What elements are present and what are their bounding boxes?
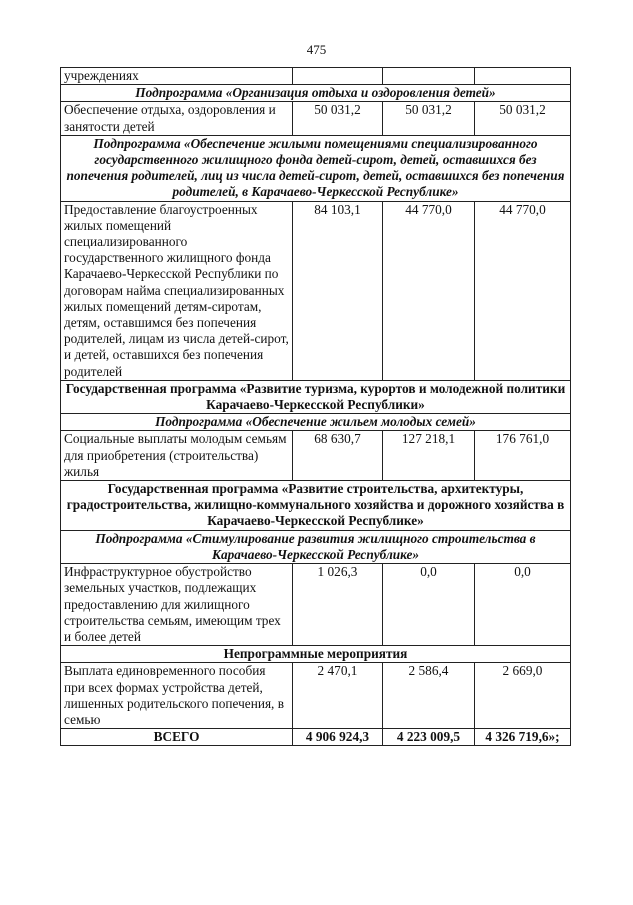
table-row <box>61 564 571 646</box>
row-name: Предоставление благоустроенных жилых помещений специализированного государственного жилищного фонда Карачаево-Черкесской Республики по договорам найма специализированных жилых помещений детям-сиротам, детям, оставшимся без попечения родителей, лицам из числа детей-сирот, и детей, оставшихся без попечения родителей <box>61 201 293 380</box>
subprogram-heading <box>61 85 571 102</box>
value-2024: 50 031,2 <box>293 102 383 135</box>
value-2026: 50 031,2 <box>475 102 571 135</box>
row-name: Инфраструктурное обустройство земельных участков, подлежащих предоставлению для жилищного строительства семьям, имеющим трех и более детей <box>61 564 293 646</box>
row-name: Выплата единовременного пособия при всех формах устройства детей, лишенных родительского попечения, в семью <box>61 663 293 729</box>
value-2026: 0,0 <box>475 564 571 646</box>
section-title: Непрограммные мероприятия <box>61 646 571 663</box>
value-2024: 84 103,1 <box>293 201 383 380</box>
value-2024: 68 630,7 <box>293 431 383 481</box>
value-2026: 176 761,0 <box>475 431 571 481</box>
row-name: Социальные выплаты молодым семьям для приобретения (строительства) жилья <box>61 431 293 481</box>
value-2024: 2 470,1 <box>293 663 383 729</box>
total-2025: 4 223 009,5 <box>383 729 475 746</box>
page-number: 475 <box>306 42 327 57</box>
section-title: Подпрограмма «Организация отдыха и оздоровления детей» <box>61 85 571 102</box>
subprogram-heading <box>61 414 571 431</box>
value-2025: 2 586,4 <box>383 663 475 729</box>
program-heading <box>61 380 571 413</box>
total-2026: 4 326 719,6»; <box>475 729 571 746</box>
budget-table <box>60 67 571 746</box>
table-row <box>61 68 571 85</box>
section-title: Подпрограмма «Обеспечение жильем молодых семей» <box>61 414 571 431</box>
value-2024 <box>293 68 383 85</box>
value-2026 <box>475 68 571 85</box>
value-2025: 44 770,0 <box>383 201 475 380</box>
total-row <box>61 729 571 746</box>
program-heading <box>61 481 571 531</box>
value-2025: 50 031,2 <box>383 102 475 135</box>
value-2026: 2 669,0 <box>475 663 571 729</box>
value-2025: 127 218,1 <box>383 431 475 481</box>
value-2026: 44 770,0 <box>475 201 571 380</box>
value-2024: 1 026,3 <box>293 564 383 646</box>
section-title: Подпрограмма «Обеспечение жилыми помещениями специализированного государственного жилищного фонда детей-сирот, детей, оставшихся без попечения родителей, лиц из числа детей-сирот, детей, оставшихся без попечения родителей, в Карачаево-Черкесской Республике» <box>61 135 571 201</box>
section-title: Государственная программа «Развитие строительства, архитектуры, градостроительства, жилищно-коммунального хозяйства и дорожного хозяйства в Карачаево-Черкесской Республике» <box>61 481 571 531</box>
total-2024: 4 906 924,3 <box>293 729 383 746</box>
value-2025: 0,0 <box>383 564 475 646</box>
section-title: Подпрограмма «Стимулирование развития жилищного строительства в Карачаево-Черкесской Республике» <box>61 530 571 563</box>
value-2025 <box>383 68 475 85</box>
table-row <box>61 201 571 380</box>
subprogram-heading <box>61 530 571 563</box>
section-heading <box>61 646 571 663</box>
row-name: Обеспечение отдыха, оздоровления и занятости детей <box>61 102 293 135</box>
total-label: ВСЕГО <box>61 729 293 746</box>
table-row <box>61 431 571 481</box>
row-name: учреждениях <box>61 68 293 85</box>
table-row <box>61 102 571 135</box>
subprogram-heading <box>61 135 571 201</box>
section-title: Государственная программа «Развитие туризма, курортов и молодежной политики Карачаево-Черкесской Республики» <box>61 380 571 413</box>
table-row <box>61 663 571 729</box>
